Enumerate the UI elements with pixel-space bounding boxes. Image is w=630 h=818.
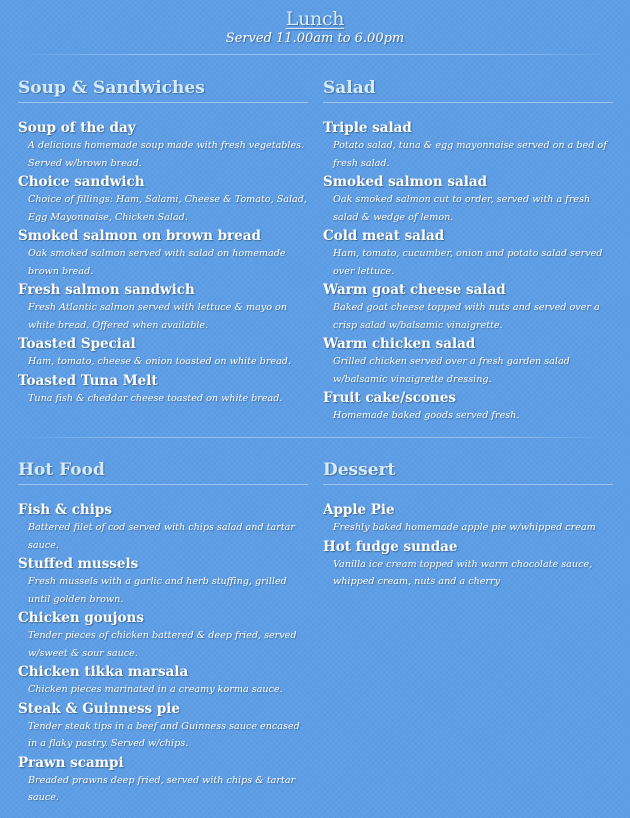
menu-item-description: Ham, tomato, cucumber, onion and potato salad served over lettuce. xyxy=(333,248,603,277)
menu-item xyxy=(18,501,308,554)
menu-item-description: Chicken pieces marinated in a creamy korma sauce. xyxy=(28,684,283,695)
menu-item-name: Fruit cake/scones xyxy=(323,390,457,406)
menu-item-description: Tender pieces of chicken battered & deep fried, served w/sweet & sour sauce. xyxy=(28,630,297,659)
menu-item-name: Toasted Special xyxy=(18,336,136,352)
menu-title: Lunch xyxy=(285,8,345,30)
menu-item-description: Tender steak tips in a beef and Guinness sauce encased in a flaky pastry. Served w/chips. xyxy=(28,720,300,749)
menu-item xyxy=(18,173,308,226)
menu-item-name: Chicken tikka marsala xyxy=(18,664,189,680)
menu-item xyxy=(323,335,613,388)
menu-item xyxy=(18,609,308,662)
section-soup-sandwiches xyxy=(18,78,308,408)
menu-header xyxy=(0,8,630,46)
menu-item xyxy=(18,372,308,408)
menu-item xyxy=(323,389,613,425)
section-dessert xyxy=(323,460,613,592)
menu-item xyxy=(18,700,308,753)
menu-item-description: Grilled chicken served over a fresh garden salad w/balsamic vinaigrette dressing. xyxy=(333,356,570,385)
menu-item-description: Oak smoked salmon served with salad on homemade brown bread. xyxy=(28,248,286,277)
menu-item-list xyxy=(18,119,308,407)
menu-item-description: Baked goat cheese topped with nuts and served over a crisp salad w/balsamic vinaigrette. xyxy=(333,302,600,331)
menu-item xyxy=(323,501,613,537)
menu-item-list xyxy=(323,501,613,591)
menu-item xyxy=(323,227,613,280)
menu-item-name: Fish & chips xyxy=(18,502,112,518)
menu-item-name: Triple salad xyxy=(323,120,412,136)
menu-item-name: Prawn scampi xyxy=(18,754,124,771)
menu-item-name: Smoked salmon on brown bread xyxy=(18,228,261,244)
menu-item-description: Potato salad, tuna & egg mayonnaise served on a bed of fresh salad. xyxy=(333,140,607,169)
menu-item-description: A delicious homemade soup made with fresh vegetables. Served w/brown bread. xyxy=(28,140,305,169)
menu-item-description: Ham, tomato, cheese & onion toasted on white bread. xyxy=(28,356,291,367)
menu-item xyxy=(18,754,308,807)
menu-item-description: Freshly baked homemade apple pie w/whipped cream xyxy=(333,522,596,533)
menu-item xyxy=(18,281,308,334)
menu-item xyxy=(323,538,613,591)
menu-item xyxy=(18,555,308,608)
section-hot-food xyxy=(18,460,308,808)
middle-divider xyxy=(18,437,612,438)
menu-item-name: Soup of the day xyxy=(18,120,136,136)
menu-item-list xyxy=(18,501,308,807)
menu-item-name: Warm goat cheese salad xyxy=(323,282,506,298)
menu-item-description: Vanilla ice cream topped with warm chocolate sauce, whipped cream, nuts and a cherry xyxy=(333,558,593,587)
menu-item xyxy=(18,335,308,371)
menu-item xyxy=(18,227,308,280)
menu-item xyxy=(323,173,613,226)
menu-item-name: Fresh salmon sandwich xyxy=(18,282,195,298)
menu-item-description: Fresh mussels with a garlic and herb stuffing, grilled until golden brown. xyxy=(28,576,287,605)
menu-item-name: Toasted Tuna Melt xyxy=(18,372,158,389)
section-title: Hot Food xyxy=(18,460,308,485)
menu-item-description: Oak smoked salmon cut to order, served with a fresh salad & wedge of lemon. xyxy=(333,194,591,223)
header-divider xyxy=(18,54,612,55)
menu-item-name: Hot fudge sundae xyxy=(323,538,458,555)
menu-item xyxy=(323,119,613,172)
menu-item-description: Homemade baked goods served fresh. xyxy=(333,410,520,421)
menu-item-name: Warm chicken salad xyxy=(323,336,476,352)
menu-item-name: Choice sandwich xyxy=(18,174,145,190)
menu-item-description: Battered filet of cod served with chips salad and tartar sauce. xyxy=(28,522,295,551)
menu-item xyxy=(18,119,308,172)
menu-item-description: Choice of fillings: Ham, Salami, Cheese & Tomato, Salad, Egg Mayonnaise, Chicken Salad. xyxy=(28,194,307,223)
menu-item-description: Tuna fish & cheddar cheese toasted on white bread. xyxy=(28,392,283,404)
menu-hours: Served 11.00am to 6.00pm xyxy=(225,31,405,46)
section-title: Soup & Sandwiches xyxy=(18,78,308,103)
menu-item xyxy=(323,281,613,334)
menu-item-name: Chicken goujons xyxy=(18,610,144,626)
menu-item-list xyxy=(323,119,613,425)
section-title: Salad xyxy=(323,78,613,103)
menu-item xyxy=(18,663,308,699)
menu-item-description: Fresh Atlantic salmon served with lettuce & mayo on white bread. Offered when available. xyxy=(28,302,287,331)
menu-item-name: Apple Pie xyxy=(323,502,395,518)
menu-item-name: Stuffed mussels xyxy=(18,556,139,572)
menu-item-description: Breaded prawns deep fried, served with chips & tartar sauce. xyxy=(28,774,296,803)
menu-item-name: Steak & Guinness pie xyxy=(18,700,181,717)
section-salad xyxy=(323,78,613,426)
section-title: Dessert xyxy=(323,460,613,485)
menu-item-name: Smoked salmon salad xyxy=(323,174,488,190)
menu-item-name: Cold meat salad xyxy=(323,228,445,244)
